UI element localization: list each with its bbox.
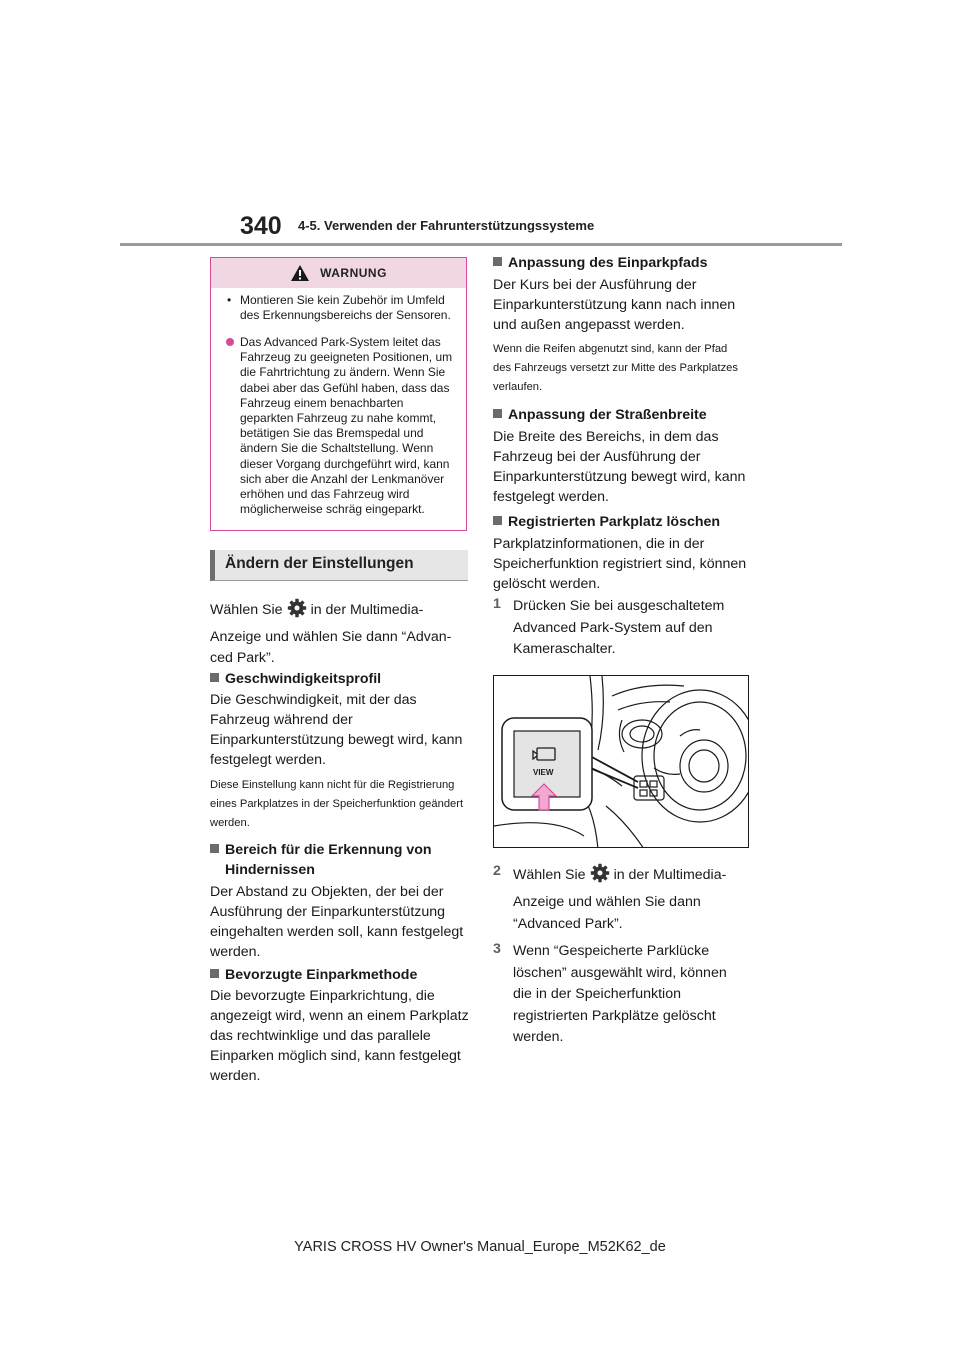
step-text: Anzeige und wählen Sie dann [513,894,701,910]
subsection-title-text: Anpassung des Einparkpfads [508,255,708,271]
step-number: 2 [493,863,501,879]
intro-text: ced Park”. [210,650,275,666]
subsection-note: Diese Einstellung kann nicht für die Registrierung eines Parkplatzes in der Speicherfunktion geändert werden. [210,779,464,829]
section-heading-text: Ändern der Einstellungen [225,555,414,572]
subsection-title-text: Bereich für die Erkennung von [225,842,432,858]
step-text: “Advanced Park”. [513,916,623,932]
gear-icon [590,863,610,883]
gear-icon [287,598,307,618]
square-bullet-icon [210,969,219,978]
subsection-title-text: Anpassung der Straßenbreite [508,407,707,423]
subsection-title-text: Hindernissen [225,862,315,878]
intro-text: in der Multimedia- [310,602,424,618]
square-bullet-icon [210,844,219,853]
bullet-icon: • [227,293,232,307]
warning-item-text: Das Advanced Park-System leitet das Fahrzeug zu geeigneten Positionen, um die Fahrtrichtung zu ändern. Wenn Sie dabei aber das Gefühl haben, dass das Fahrzeug einem benachbarten geparkten Fahrzeug zu nahe kommt, betätigen Sie das Bremspedal und ändern Sie die Schaltstellung. Wenn dieser Vorgang durchgeführt wird, kann sich aber die Anzahl der Lenkmanöver erhöhen und das Fahrzeug wird möglicherweise schräg eingeparkt. [240,335,453,517]
circle-bullet-icon [226,338,234,346]
camera-switch-illustration [493,675,749,848]
header-rule [120,243,842,246]
subsection-title [493,405,755,425]
section-heading [210,550,468,581]
step-text: Wählen Sie [513,867,586,883]
section-title: 4-5. Verwenden der Fahrunterstützungssysteme [298,218,595,233]
subsection-title [493,512,755,532]
subsection-title [210,669,470,689]
warning-item-text: Montieren Sie kein Zubehör im Umfeld des Erkennungsbereichs der Sensoren. [240,293,451,323]
subsection-title [210,965,470,985]
step-number: 3 [493,941,501,957]
subsection-title-text: Registrierten Parkplatz löschen [508,514,721,530]
subsection-title [210,840,470,880]
step-text: Wenn “Gespeicherte Parklücke löschen” ausgewählt wird, können die in der Speicherfunktion registrierten Parkplätze gelöscht werden. [513,943,727,1045]
view-button-label: VIEW [533,768,554,777]
subsection-title-text: Bevorzugte Einparkmethode [225,967,418,983]
intro-line [210,598,470,620]
subsection-title [493,253,755,273]
square-bullet-icon [493,257,502,266]
square-bullet-icon [210,673,219,682]
square-bullet-icon [493,516,502,525]
subsection-title-text: Geschwindigkeitsprofil [225,671,382,687]
subsection-body: Der Kurs bei der Ausführung der Einparkunterstützung kann nach innen und außen angepasst werden. [493,277,736,333]
subsection-note: Wenn die Reifen abgenutzt sind, kann der Pfad des Fahrzeugs versetzt zur Mitte des Parkplatzes verlaufen. [493,343,738,393]
subsection-body: Die Geschwindigkeit, mit der das Fahrzeug während der Einparkunterstützung bewegt wird, kann festgelegt werden. [210,692,463,768]
subsection-body: Die bevorzugte Einparkrichtung, die angezeigt wird, wenn an einem Parkplatz das rechtwinklige und das parallele Einparken möglich sind, kann festgelegt werden. [210,988,469,1084]
warning-header [211,258,466,288]
square-bullet-icon [493,409,502,418]
warning-triangle-icon [290,264,310,282]
step-text: Drücken Sie bei ausgeschaltetem Advanced Park-System auf den Kameraschalter. [513,598,725,657]
intro-text: Wählen Sie [210,602,283,618]
page-number: 340 [240,212,282,240]
step-number: 1 [493,596,501,612]
warning-box [210,257,467,531]
step-line [513,863,753,885]
subsection-body: Der Abstand zu Objekten, der bei der Ausführung der Einparkunterstützung eingehalten werden soll, kann festgelegt werden. [210,884,464,960]
dashboard-drawing [494,676,749,848]
intro-text: Anzeige und wählen Sie dann “Advan- [210,629,452,645]
subsection-body: Die Breite des Bereichs, in dem das Fahrzeug bei der Ausführung der Einparkunterstützung bewegt wird, kann festgelegt werden. [493,429,746,505]
footer: YARIS CROSS HV Owner's Manual_Europe_M52K62_de [294,1239,666,1255]
subsection-body: Parkplatzinformationen, die in der Speicherfunktion registriert sind, können gelöscht werden. [493,536,747,592]
warning-item [227,335,460,517]
warning-label: WARNUNG [320,266,387,280]
warning-item [227,293,460,323]
step-text: in der Multimedia- [613,867,727,883]
